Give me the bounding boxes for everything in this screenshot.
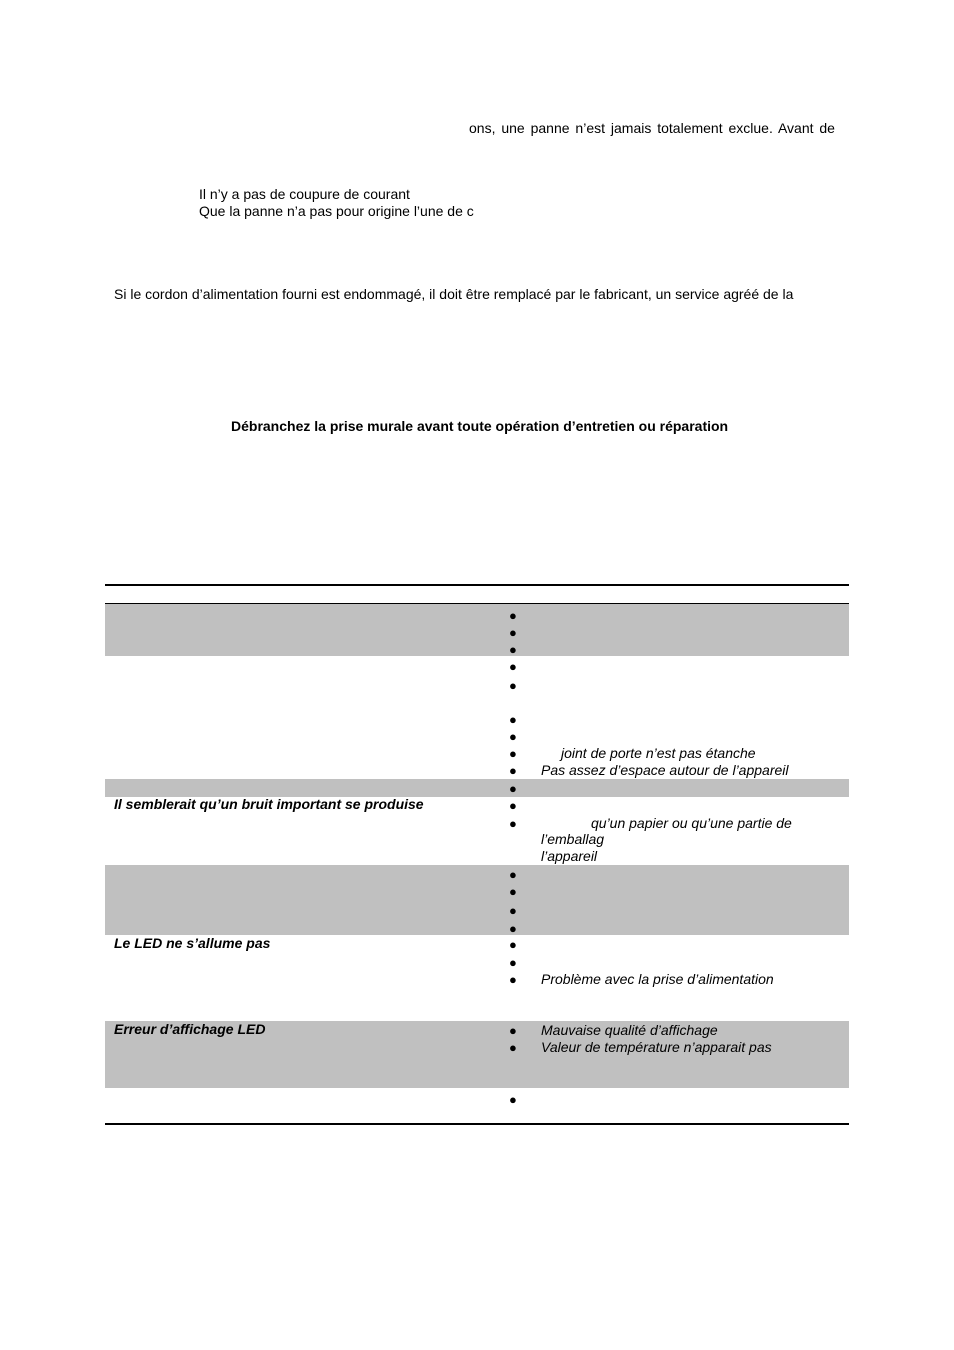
bullet-icon: ●: [509, 608, 517, 623]
cause-text: qu’un papier ou qu’une partie de: [591, 815, 792, 831]
cause-text: l’emballag: [541, 831, 605, 847]
intro-line: ons, une panne n’est jamais totalement exclue. Avant de: [469, 120, 835, 136]
unplug-warning: Débranchez la prise murale avant toute opération d’entretien ou réparation: [231, 418, 729, 434]
bullet-icon: ●: [509, 903, 517, 918]
cause-text: l’appareil: [541, 848, 598, 864]
bullet-icon: ●: [509, 763, 517, 778]
power-cord-notice: Si le cordon d’alimentation fourni est endommagé, il doit être remplacé par le fabricant, un service agréé de la: [114, 286, 794, 302]
bullet-icon: ●: [509, 816, 517, 831]
bullet-icon: ●: [509, 678, 517, 693]
bullet-icon: ●: [509, 781, 517, 796]
bullet-icon: ●: [509, 746, 517, 761]
table-row: [105, 604, 849, 656]
bullet-icon: ●: [509, 712, 517, 727]
cause-text: Pas assez d’espace autour de l’appareil: [541, 762, 789, 778]
table-row: [105, 779, 849, 797]
problem-text: Il semblerait qu’un bruit important se produise: [114, 796, 424, 812]
cause-text: Valeur de température n’apparait pas: [541, 1039, 772, 1055]
table-row: [105, 865, 849, 935]
bullet-icon: ●: [509, 921, 517, 936]
bullet-icon: ●: [509, 972, 517, 987]
bullet-icon: ●: [509, 1092, 517, 1107]
bullet-icon: ●: [509, 625, 517, 640]
bullet-icon: ●: [509, 955, 517, 970]
check-item-power: Il n’y a pas de coupure de courant: [199, 186, 410, 202]
cause-text: joint de porte n’est pas étanche: [561, 745, 756, 761]
cause-text: Mauvaise qualité d’affichage: [541, 1022, 718, 1038]
bullet-icon: ●: [509, 867, 517, 882]
bullet-icon: ●: [509, 884, 517, 899]
table-top-rule: [105, 584, 849, 586]
problem-text: Le LED ne s’allume pas: [114, 935, 271, 951]
bullet-icon: ●: [509, 798, 517, 813]
bullet-icon: ●: [509, 729, 517, 744]
cause-text: Problème avec la prise d’alimentation: [541, 971, 774, 987]
bullet-icon: ●: [509, 1023, 517, 1038]
bullet-icon: ●: [509, 642, 517, 657]
check-item-origin: Que la panne n’a pas pour origine l’une de c: [199, 203, 474, 219]
bullet-icon: ●: [509, 937, 517, 952]
problem-text: Erreur d’affichage LED: [114, 1021, 266, 1037]
table-bottom-rule: [105, 1123, 849, 1125]
bullet-icon: ●: [509, 1040, 517, 1055]
bullet-icon: ●: [509, 659, 517, 674]
